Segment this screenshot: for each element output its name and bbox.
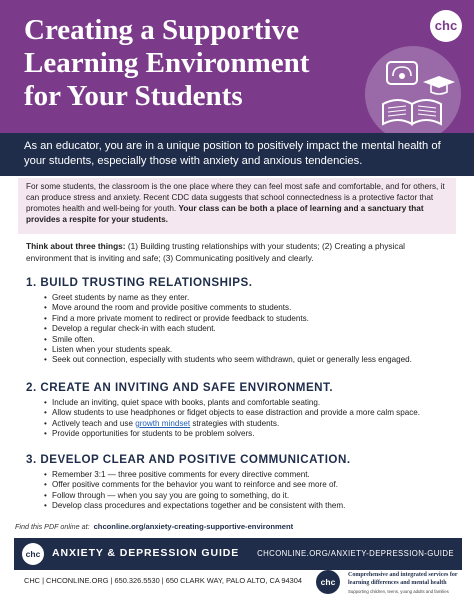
callout-text — [26, 181, 448, 225]
footer-tagline: Comprehensive and integrated services for learning differences and mental health — [348, 572, 458, 586]
guide-url-link[interactable]: CHCONLINE.ORG/ANXIETY-DEPRESSION-GUIDE — [257, 549, 454, 558]
list-item: • Include an inviting, quiet space with books, plants and comfortable seating. — [44, 398, 464, 408]
section-list-relationships — [36, 293, 464, 366]
list-item: • Provide opportunities for students to be problem solvers. — [44, 429, 464, 439]
list-item: • Offer positive comments for the behavior you want to reinforce and see more of. — [44, 480, 464, 490]
chc-logo: chc — [430, 10, 462, 42]
list-item: • Allow students to use headphones or fidget objects to ease distraction and provide a more calm space. — [44, 408, 464, 418]
intro-text: As an educator, you are in a unique position to positively impact the mental health of your students, especially those with anxiety and anxious tendencies. — [24, 140, 441, 167]
list-item — [44, 419, 464, 429]
callout-bold: Your class can be both a place of learning and a sanctuary that provides a respite for your students. — [26, 204, 424, 224]
guide-name: ANXIETY & DEPRESSION GUIDE — [52, 547, 240, 559]
list-item: • Greet students by name as they enter. — [44, 293, 464, 303]
list-item-text: strategies with students. — [190, 418, 280, 428]
title-line: Learning Environment — [24, 47, 310, 79]
footer-tagline-sub: Supporting children, teens, young adults and families — [348, 589, 449, 594]
title-line: for Your Students — [24, 80, 243, 112]
list-item: • Develop class procedures and expectations together and be consistent with them. — [44, 501, 464, 511]
section-heading-relationships: 1. BUILD TRUSTING RELATIONSHIPS. — [26, 276, 253, 289]
section-list-environment — [36, 398, 464, 440]
list-item: • Develop a regular check-in with each student. — [44, 324, 464, 334]
pdf-url-link[interactable]: chconline.org/anxiety-creating-supportive-environment — [93, 522, 294, 531]
list-item: • Seek out connection, especially with students who seem withdrawn, quiet or generally less engaged. — [44, 355, 464, 365]
list-item: • Follow through — when you say you are going to something, do it. — [44, 491, 464, 501]
title-line: Creating a Supportive — [24, 14, 299, 46]
list-item-text: Actively teach and use — [52, 418, 136, 428]
book-illustration-icon — [365, 46, 461, 142]
think-lead: Think about three things: — [26, 241, 126, 251]
find-label: Find this PDF online at: — [15, 522, 90, 531]
find-online — [15, 522, 293, 531]
list-item: • Find a more private moment to redirect or provide feedback to students. — [44, 314, 464, 324]
list-item: • Listen when your students speak. — [44, 345, 464, 355]
list-item: • Remember 3:1 — three positive comments for every directive comment. — [44, 470, 464, 480]
chc-logo: chc — [22, 543, 44, 565]
think-text: (1) Building trusting relationships with your students; (2) Creating a physical environment that is inviting and safe; (3) Communicating positively and clearly. — [26, 241, 406, 263]
chc-logo: chc — [316, 570, 340, 594]
section-list-communication — [36, 470, 464, 512]
list-item: • Move around the room and provide positive comments to students. — [44, 303, 464, 313]
think-paragraph — [26, 241, 450, 264]
callout-body: For some students, the classroom is the one place where they can feel most safe and comfortable, and for others, it can produce stress and anxiety. Recent CDC data suggests that school connectedness is a protective factor that promotes health and well-being for youth. — [26, 182, 445, 213]
page-title — [24, 14, 364, 113]
list-item: • Smile often. — [44, 335, 464, 345]
section-heading-communication: 3. DEVELOP CLEAR AND POSITIVE COMMUNICATION. — [26, 453, 351, 466]
section-heading-environment: 2. CREATE AN INVITING AND SAFE ENVIRONMENT. — [26, 381, 334, 394]
growth-mindset-link[interactable]: growth mindset — [135, 418, 191, 428]
contact-info: CHC | CHCONLINE.ORG | 650.326.5530 | 650 CLARK WAY, PALO ALTO, CA 94304 — [24, 576, 302, 585]
